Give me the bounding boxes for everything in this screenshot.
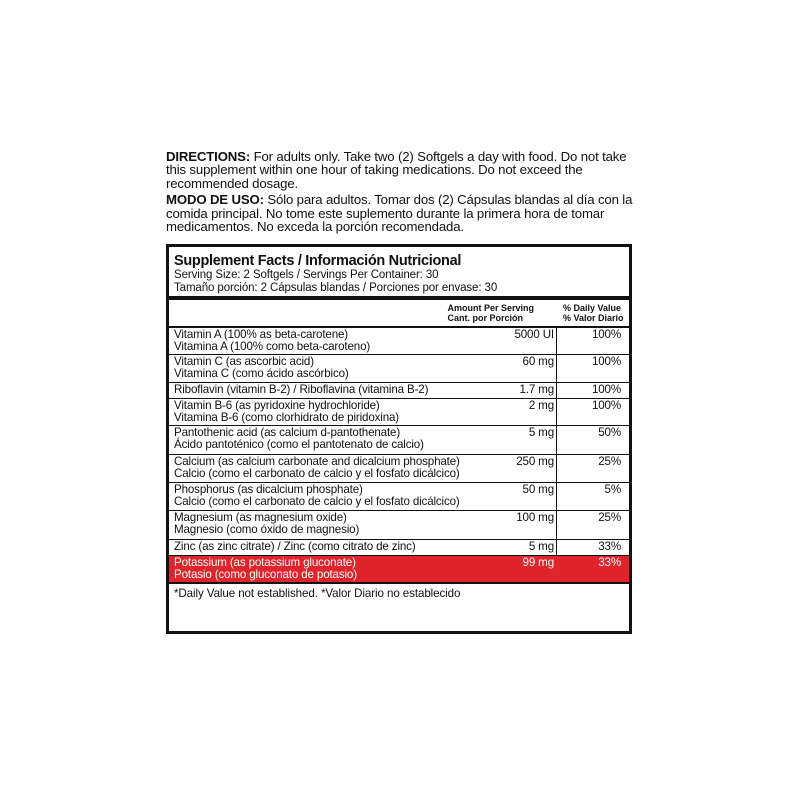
nutrient-daily-value: 5%: [604, 483, 621, 496]
nutrient-amount: 5000 UI: [514, 328, 554, 341]
nutrient-amount: 1.7 mg: [519, 383, 554, 396]
dv-header-en: % Daily Value: [563, 303, 622, 313]
facts-title: Supplement Facts / Información Nutricional: [174, 253, 462, 269]
daily-value-header: [563, 303, 624, 323]
amount-header-es: Cant. por Porción: [447, 313, 523, 323]
nutrient-amount: 2 mg: [528, 399, 554, 412]
nutrient-amount: 50 mg: [522, 483, 554, 496]
nutrient-name: Magnesium (as magnesium oxide): [174, 511, 347, 524]
nutrient-name-spanish: Vitamina B-6 (como clorhidrato de piridoxina): [174, 410, 400, 424]
nutrient-name: Phosphorus (as dicalcium phosphate): [174, 483, 363, 496]
nutrient-daily-value: 33%: [598, 540, 621, 553]
nutrient-name-spanish: Calcio (como el carbonato de calcio y el fosfato dicálcico): [174, 494, 460, 508]
table-row: [169, 328, 629, 355]
serving-size-en: Serving Size: 2 Softgels / Servings Per Container: 30: [174, 269, 439, 281]
directions-english: [166, 150, 636, 190]
nutrient-name: Calcium (as calcium carbonate and dicalcium phosphate): [174, 455, 460, 468]
nutrient-daily-value: 100%: [591, 399, 621, 412]
nutrient-name-spanish: Vitamina A (100% como beta-caroteno): [174, 339, 371, 353]
table-row: [169, 355, 629, 383]
nutrient-amount: 100 mg: [516, 511, 554, 524]
nutrient-name: Vitamin A (100% as beta-carotene): [174, 328, 348, 341]
table-row: [169, 455, 629, 483]
modo-de-uso-label: MODO DE USO:: [166, 192, 264, 208]
serving-size-es: Tamaño porción: 2 Cápsulas blandas / Porciones por envase: 30: [174, 281, 498, 294]
amount-header-en: Amount Per Serving: [447, 303, 534, 313]
table-row: [169, 556, 629, 584]
nutrient-daily-value: 25%: [598, 511, 621, 524]
nutrient-daily-value: 100%: [591, 328, 621, 341]
nutrient-name: Vitamin C (as ascorbic acid): [174, 355, 314, 368]
nutrient-name: Potassium (as potassium gluconate): [174, 556, 356, 569]
nutrient-name: Pantothenic acid (as calcium d-pantothenate): [174, 426, 401, 439]
table-row: [169, 511, 629, 540]
table-row: [169, 540, 629, 556]
dv-header-es: % Valor Diario: [563, 313, 624, 323]
nutrient-name: Vitamin B-6 (as pyridoxine hydrochloride): [174, 399, 380, 412]
modo-de-uso-text: Sólo para adultos. Tomar dos (2) Cápsulas blandas al día con la comida principal. No tome este suplemento durante la primera hora de tomar medicamentos. No exceda la porción recomendada.: [166, 192, 633, 235]
nutrient-amount: 5 mg: [528, 426, 554, 439]
amount-per-serving-header: [447, 303, 534, 323]
supplement-facts-panel: [166, 244, 632, 634]
table-row: [169, 483, 629, 511]
nutrient-amount: 99 mg: [522, 556, 554, 569]
footnote: *Daily Value not established. *Valor Diario no establecido: [174, 587, 461, 600]
directions-spanish: [166, 193, 636, 233]
nutrient-name-spanish: Ácido pantoténico (como el pantotenato de calcio): [174, 437, 424, 451]
nutrient-daily-value: 100%: [591, 355, 621, 368]
column-header-row: [169, 300, 629, 326]
nutrient-daily-value: 25%: [598, 455, 621, 468]
nutrient-name: Riboflavin (vitamin B-2) / Riboflavina (vitamina B-2): [174, 383, 429, 396]
nutrient-name-spanish: Vitamina C (como ácido ascórbico): [174, 366, 349, 380]
nutrient-name-spanish: Potasio (como gluconato de potasio): [174, 567, 357, 581]
nutrient-name-spanish: Calcio (como el carbonato de calcio y el fosfato dicálcico): [174, 466, 460, 480]
nutrient-name: Zinc (as zinc citrate) / Zinc (como citrato de zinc): [174, 540, 416, 553]
directions-block: [166, 150, 636, 236]
table-row: [169, 399, 629, 426]
nutrient-amount: 250 mg: [516, 455, 554, 468]
nutrient-amount: 60 mg: [522, 355, 554, 368]
directions-text: For adults only. Take two (2) Softgels a day with food. Do not take this supplement within one hour of taking medications. Do not exceed the recommended dosage.: [166, 149, 627, 191]
nutrient-table: [169, 328, 629, 584]
nutrient-daily-value: 33%: [598, 556, 621, 569]
nutrient-daily-value: 100%: [591, 383, 621, 396]
table-row: [169, 426, 629, 455]
directions-label: DIRECTIONS:: [166, 149, 251, 164]
nutrient-name-spanish: Magnesio (como óxido de magnesio): [174, 522, 360, 536]
nutrient-daily-value: 50%: [598, 426, 621, 439]
table-row: [169, 383, 629, 399]
nutrient-amount: 5 mg: [528, 540, 554, 553]
